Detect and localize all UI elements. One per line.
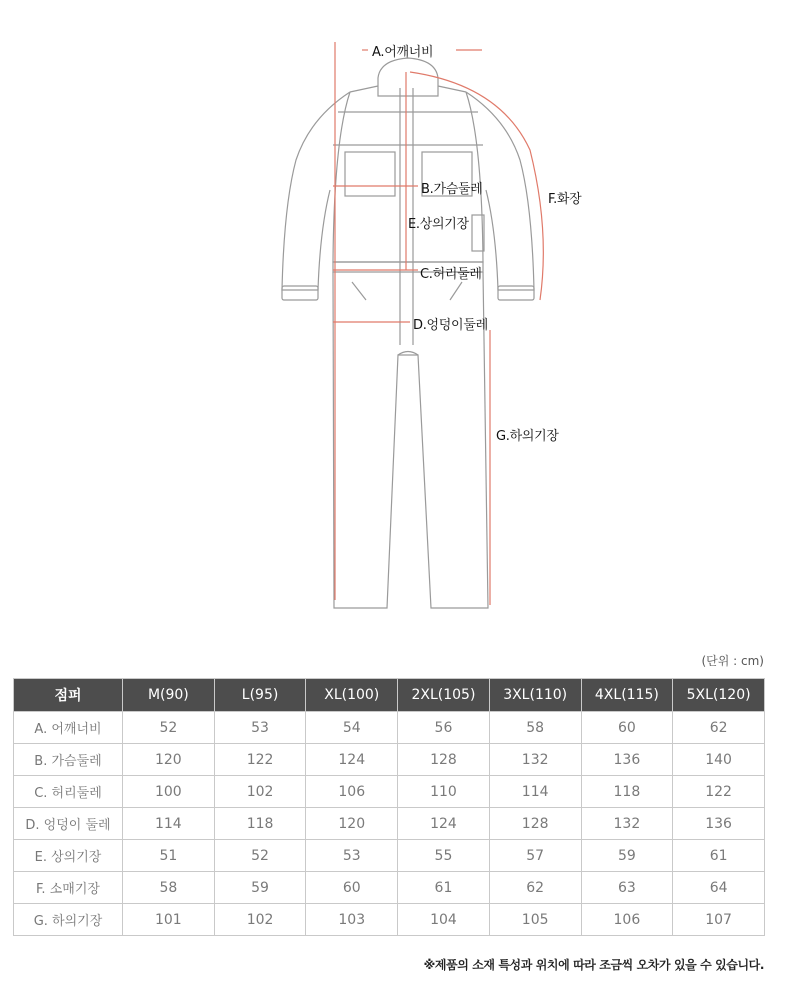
header-size: 2XL(105) xyxy=(398,679,490,712)
table-cell: 57 xyxy=(489,840,581,872)
table-cell: 103 xyxy=(306,904,398,936)
table-cell: 128 xyxy=(489,808,581,840)
label-top-length: E.상의기장 xyxy=(408,217,469,232)
table-cell: 114 xyxy=(123,808,215,840)
table-cell: 136 xyxy=(673,808,765,840)
row-label: E. 상의기장 xyxy=(14,840,123,872)
table-row xyxy=(14,904,765,936)
table-cell: 54 xyxy=(306,712,398,744)
table-cell: 122 xyxy=(214,744,306,776)
table-cell: 62 xyxy=(489,872,581,904)
table-cell: 61 xyxy=(398,872,490,904)
table-cell: 106 xyxy=(581,904,673,936)
row-label: F. 소매기장 xyxy=(14,872,123,904)
table-cell: 132 xyxy=(581,808,673,840)
row-label: B. 가슴둘레 xyxy=(14,744,123,776)
row-label: A. 어깨너비 xyxy=(14,712,123,744)
table-row xyxy=(14,808,765,840)
table-cell: 107 xyxy=(673,904,765,936)
table-cell: 120 xyxy=(306,808,398,840)
table-cell: 114 xyxy=(489,776,581,808)
label-chest: B.가슴둘레 xyxy=(421,182,483,197)
table-cell: 122 xyxy=(673,776,765,808)
table-cell: 52 xyxy=(214,840,306,872)
table-cell: 102 xyxy=(214,776,306,808)
header-size: M(90) xyxy=(123,679,215,712)
header-category: 점퍼 xyxy=(14,679,123,712)
garment-outline xyxy=(282,58,534,608)
table-row xyxy=(14,712,765,744)
table-cell: 59 xyxy=(214,872,306,904)
table-cell: 53 xyxy=(306,840,398,872)
header-size: 4XL(115) xyxy=(581,679,673,712)
table-cell: 58 xyxy=(489,712,581,744)
label-shoulder: A.어깨너비 xyxy=(372,45,434,60)
table-cell: 102 xyxy=(214,904,306,936)
table-cell: 63 xyxy=(581,872,673,904)
table-row xyxy=(14,840,765,872)
table-cell: 56 xyxy=(398,712,490,744)
table-cell: 100 xyxy=(123,776,215,808)
row-label: D. 엉덩이 둘레 xyxy=(14,808,123,840)
label-waist: C.허리둘레 xyxy=(420,267,482,282)
table-cell: 101 xyxy=(123,904,215,936)
table-cell: 58 xyxy=(123,872,215,904)
table-cell: 60 xyxy=(306,872,398,904)
table-cell: 59 xyxy=(581,840,673,872)
table-cell: 64 xyxy=(673,872,765,904)
header-size: L(95) xyxy=(214,679,306,712)
table-cell: 132 xyxy=(489,744,581,776)
header-size: XL(100) xyxy=(306,679,398,712)
label-pants-length: G.하의기장 xyxy=(496,429,559,444)
header-size: 5XL(120) xyxy=(673,679,765,712)
table-cell: 120 xyxy=(123,744,215,776)
table-row xyxy=(14,776,765,808)
disclaimer-note: ※제품의 소재 특성과 위치에 따라 조금씩 오차가 있을 수 있습니다. xyxy=(423,958,764,972)
row-label: G. 하의기장 xyxy=(14,904,123,936)
table-header-row xyxy=(14,679,765,712)
table-cell: 53 xyxy=(214,712,306,744)
table-cell: 60 xyxy=(581,712,673,744)
label-sleeve: F.화장 xyxy=(548,192,582,207)
table-cell: 110 xyxy=(398,776,490,808)
table-cell: 106 xyxy=(306,776,398,808)
table-cell: 62 xyxy=(673,712,765,744)
table-cell: 52 xyxy=(123,712,215,744)
table-cell: 105 xyxy=(489,904,581,936)
table-cell: 140 xyxy=(673,744,765,776)
table-cell: 118 xyxy=(214,808,306,840)
table-cell: 136 xyxy=(581,744,673,776)
label-hip: D.엉덩이둘레 xyxy=(413,318,488,333)
row-label: C. 허리둘레 xyxy=(14,776,123,808)
table-row xyxy=(14,872,765,904)
table-cell: 118 xyxy=(581,776,673,808)
table-row xyxy=(14,744,765,776)
header-size: 3XL(110) xyxy=(489,679,581,712)
size-table xyxy=(13,678,765,936)
unit-label: (단위 : cm) xyxy=(701,654,764,668)
table-cell: 51 xyxy=(123,840,215,872)
table-cell: 55 xyxy=(398,840,490,872)
table-cell: 104 xyxy=(398,904,490,936)
table-cell: 124 xyxy=(398,808,490,840)
table-cell: 128 xyxy=(398,744,490,776)
table-cell: 124 xyxy=(306,744,398,776)
table-cell: 61 xyxy=(673,840,765,872)
